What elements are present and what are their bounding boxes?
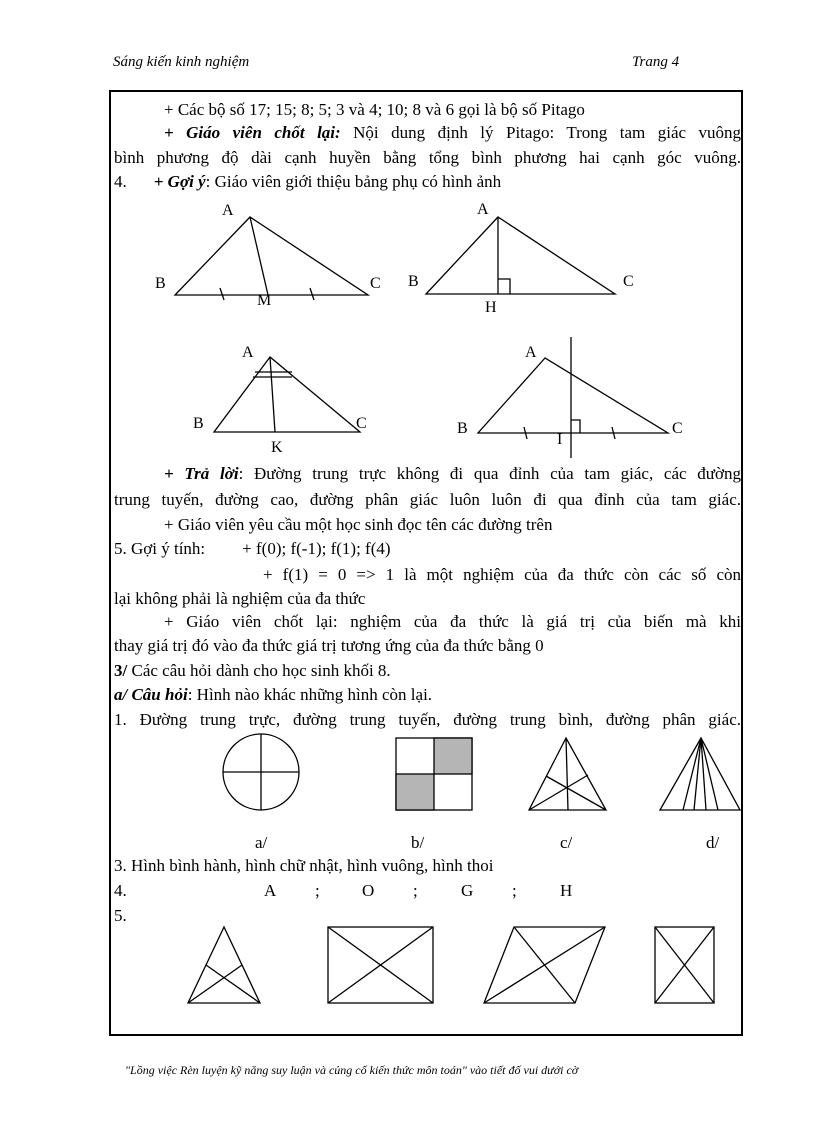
header-title: Sáng kiến kinh nghiệm bbox=[113, 54, 250, 70]
separator-2: ; bbox=[413, 881, 418, 900]
question-label: a/ Câu hỏi bbox=[114, 685, 188, 704]
footer-note: "Lồng việc Rèn luyện kỹ năng suy luận và củng cố kiến thức môn toán" vào tiết đố vui dưới cờ bbox=[125, 1063, 579, 1077]
fig1-label-A: A bbox=[222, 202, 234, 219]
choice-c: c/ bbox=[560, 833, 573, 852]
letter-O: O bbox=[362, 881, 375, 900]
fig3-label-C: C bbox=[356, 415, 367, 432]
item-5-values: + f(0); f(-1); f(1); f(4) bbox=[242, 539, 391, 558]
fig1-tick-left bbox=[220, 288, 224, 300]
text-line-16: 3. Hình bình hành, hình chữ nhật, hình vuông, hình thoi bbox=[114, 856, 494, 875]
letter-A: A bbox=[264, 881, 277, 900]
fig2-label-H: H bbox=[485, 299, 497, 316]
fig3-label-A: A bbox=[242, 344, 254, 361]
text-line-18: 5. bbox=[114, 906, 127, 925]
fig1-triangle bbox=[175, 217, 368, 295]
fig5-triangle bbox=[188, 927, 260, 1003]
section-heading bbox=[114, 660, 742, 682]
text-line-8 bbox=[114, 538, 742, 560]
section-title: Các câu hỏi dành cho học sinh khối 8. bbox=[127, 661, 391, 680]
page-number: Trang 4 bbox=[632, 54, 680, 70]
answer-text: : Đường trung trực không đi qua đỉnh của tam giác, các đường bbox=[238, 464, 741, 483]
hint-text: : Giáo viên giới thiệu bảng phụ có hình ảnh bbox=[205, 172, 502, 191]
text-line-1: + Các bộ số 17; 15; 8; 5; 3 và 4; 10; 8 và 6 gọi là bộ số Pitago bbox=[164, 100, 585, 119]
answer-label: + Trả lời bbox=[164, 464, 239, 483]
fig3-label-B: B bbox=[193, 415, 204, 432]
text-line-3: bình phương độ dài cạnh huyền bằng tổng bình phương hai cạnh góc vuông. bbox=[114, 148, 741, 167]
fig2-label-B: B bbox=[408, 273, 419, 290]
choice-d: d/ bbox=[706, 833, 720, 852]
fig2-right-angle bbox=[498, 279, 510, 294]
fig4-right-angle bbox=[571, 420, 580, 433]
item-4-number: 4. bbox=[114, 881, 127, 900]
fig4-triangle bbox=[478, 358, 668, 433]
letter-H: H bbox=[560, 881, 573, 900]
fig4-label-C: C bbox=[672, 420, 683, 437]
item-number: 4. bbox=[114, 172, 127, 191]
text-line-11: + Giáo viên chốt lại: nghiệm của đa thức là giá trị của biến mà khi bbox=[164, 612, 741, 631]
fig1-tick-right bbox=[310, 288, 314, 300]
choice-a: a/ bbox=[255, 833, 268, 852]
question-text: : Hình nào khác những hình còn lại. bbox=[187, 685, 433, 704]
fig1-label-B: B bbox=[155, 275, 166, 292]
separator-1: ; bbox=[315, 881, 320, 900]
fig4-label-B: B bbox=[457, 420, 468, 437]
fig3-bisector bbox=[270, 357, 275, 432]
fig2-label-C: C bbox=[623, 273, 634, 290]
text-line-9: + f(1) = 0 => 1 là một nghiệm của đa thức còn các số còn bbox=[263, 565, 741, 584]
text-line-5 bbox=[114, 463, 741, 485]
fig4-label-I: I bbox=[557, 431, 563, 448]
section-number: 3/ bbox=[114, 661, 128, 680]
text-line-2-body: Nội dung định lý Pitago: Trong tam giác vuông bbox=[340, 123, 742, 142]
separator-3: ; bbox=[512, 881, 517, 900]
fig2-triangle bbox=[426, 217, 615, 294]
hint-label: + Gợi ý bbox=[153, 172, 206, 191]
fig2-label-A: A bbox=[477, 201, 489, 218]
text-line-7: + Giáo viên yêu cầu một học sinh đọc tên các đường trên bbox=[164, 515, 553, 534]
fig1-median bbox=[250, 217, 268, 295]
text-line-15: 1. Đường trung trực, đường trung tuyến, đường trung bình, đường phân giác. bbox=[114, 710, 741, 729]
text-line-6: trung tuyến, đường cao, đường phân giác luôn luôn đi qua đỉnh của tam giác. bbox=[114, 490, 741, 509]
fig3-label-K: K bbox=[271, 439, 283, 456]
choice-b: b/ bbox=[411, 833, 425, 852]
fig1-label-M: M bbox=[257, 292, 272, 309]
teacher-conclude-label: + Giáo viên chốt lại: bbox=[164, 123, 341, 142]
fig3-triangle bbox=[214, 357, 360, 432]
question-line bbox=[114, 684, 742, 706]
item-5-label: 5. Gợi ý tính: bbox=[114, 539, 206, 558]
fig1-label-C: C bbox=[370, 275, 381, 292]
text-line-10: lại không phải là nghiệm của đa thức bbox=[114, 589, 366, 608]
text-line-12: thay giá trị đó vào đa thức giá trị tương ứng của đa thức bằng 0 bbox=[114, 636, 544, 655]
letter-G: G bbox=[461, 881, 474, 900]
fig4-label-A: A bbox=[525, 344, 537, 361]
